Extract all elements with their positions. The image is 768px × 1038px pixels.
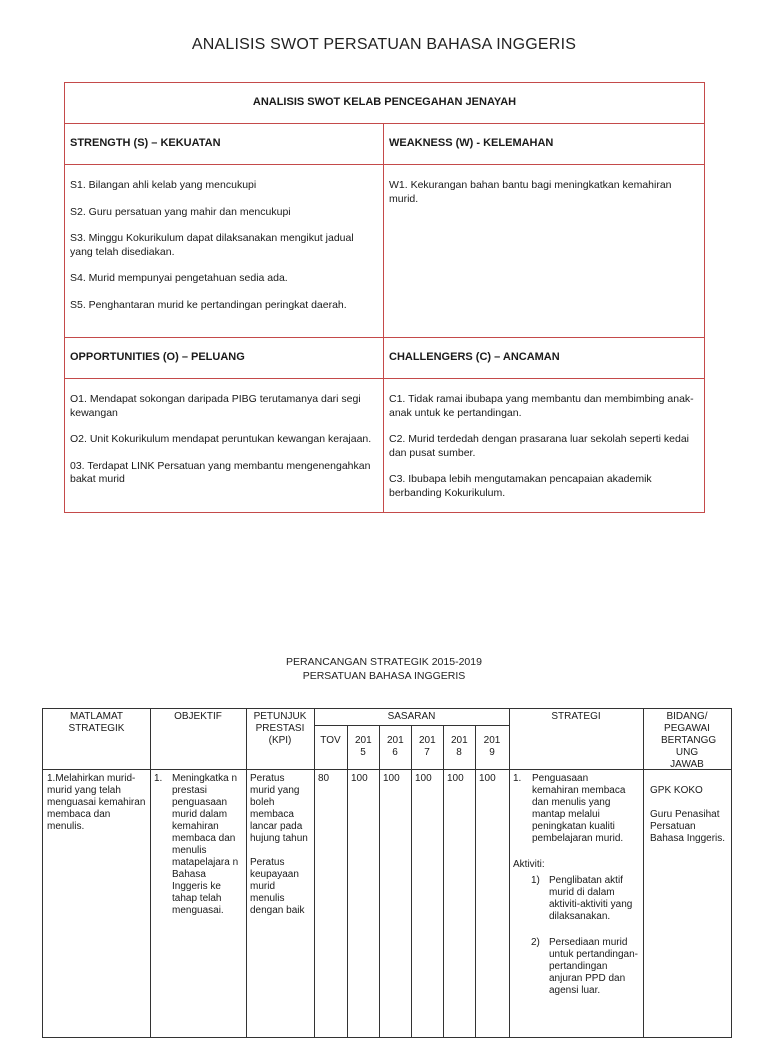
grid-line: [314, 725, 509, 726]
document-title: ANALISIS SWOT PERSATUAN BAHASA INGGERIS: [191, 36, 577, 53]
grid-line: [411, 726, 412, 1037]
grid-line: [443, 726, 444, 1037]
plan-title-line1: PERANCANGAN STRATEGIK 2015-2019: [286, 656, 482, 668]
challenger-item: C3. Ibubapa lebih mengutamakan pencapaian akademik berbanding Kokurikulum.: [389, 473, 652, 499]
year-2018: 201 8: [451, 735, 468, 758]
header-strategi: STRATEGI: [551, 711, 601, 722]
weakness-list: [384, 165, 704, 337]
year-tov: TOV: [320, 735, 341, 746]
swot-sw-body-row: [65, 165, 704, 338]
kpi-cell: [250, 773, 312, 917]
header-matlamat: MATLAMAT STRATEGIK: [68, 711, 125, 734]
weakness-header: WEAKNESS (W) - KELEMAHAN: [389, 137, 554, 149]
swot-heading: ANALISIS SWOT KELAB PENCEGAHAN JENAYAH: [252, 96, 517, 108]
strategi-item: [513, 773, 641, 845]
strength-item: S3. Minggu Kokurikulum dapat dilaksanakan mengikut jadual yang telah disediakan.: [70, 232, 354, 258]
plan-title-line2: PERSATUAN BAHASA INGGERIS: [302, 670, 466, 682]
target-2016: 100: [383, 773, 400, 784]
target-2017: 100: [415, 773, 432, 784]
kpi-item: Peratus murid yang boleh membaca lancar pada hujung tahun: [250, 773, 308, 844]
grid-line: [246, 709, 247, 1037]
objektif-cell: [154, 773, 244, 917]
grid-line: [509, 709, 510, 1037]
aktiviti-label: Aktiviti:: [513, 859, 545, 870]
strength-item: S1. Bilangan ahli kelab yang mencukupi: [70, 179, 257, 191]
opportunity-item: O1. Mendapat sokongan daripada PIBG terutamanya dari segi kewangan: [70, 393, 361, 419]
bidang-item: GPK KOKO: [650, 785, 703, 796]
target-2019: 100: [479, 773, 496, 784]
activity-text: Persediaan murid untuk pertandingan-pertandingan anjuran PPD dan agensi luar.: [549, 937, 638, 996]
bidang-cell: [650, 785, 728, 845]
strength-item: S2. Guru persatuan yang mahir dan mencukupi: [70, 205, 291, 218]
activity-item: [531, 937, 641, 997]
activity-number: 2): [531, 937, 540, 948]
swot-oc-header-row: [65, 338, 704, 379]
header-bidang: BIDANG/ PEGAWAI BERTANGG UNG JAWAB: [661, 711, 717, 770]
target-tov: 80: [318, 773, 330, 784]
swot-oc-body-row: [65, 379, 704, 512]
challenger-item: C1. Tidak ramai ibubapa yang membantu dan membimbing anak-anak untuk ke pertandingan.: [389, 393, 694, 419]
grid-line: [379, 726, 380, 1037]
objektif-item: [154, 773, 244, 917]
plan-title: [0, 655, 768, 683]
year-2016: 201 6: [387, 735, 404, 758]
swot-table: [64, 82, 705, 513]
strategi-number: 1.: [513, 773, 522, 784]
swot-sw-header-row: [65, 124, 704, 165]
challengers-list: [384, 379, 704, 512]
target-2018: 100: [447, 773, 464, 784]
strategi-cell: [513, 773, 641, 997]
grid-line: [314, 709, 315, 1037]
grid-line: [150, 709, 151, 1037]
year-2017: 201 7: [419, 735, 436, 758]
challengers-header: CHALLENGERS (C) – ANCAMAN: [389, 351, 560, 363]
header-objektif: OBJEKTIF: [174, 711, 222, 722]
header-sasaran: SASARAN: [387, 711, 436, 722]
target-2015: 100: [351, 773, 368, 784]
year-2019: 201 9: [483, 735, 501, 758]
strength-item: S5. Penghantaran murid ke pertandingan peringkat daerah.: [70, 298, 347, 311]
year-2015: 201 5: [355, 735, 372, 758]
opportunity-item: 03. Terdapat LINK Persatuan yang membantu mengenengahkan bakat murid: [70, 459, 371, 485]
objektif-text: Meningkatka n prestasi penguasaan murid dalam kemahiran membaca dan menulis matapelajara n Bahasa Inggeris ke tahap telah menguasai.: [172, 773, 239, 916]
activity-number: 1): [531, 875, 540, 886]
strategic-plan-table: [42, 708, 732, 1038]
strength-item: S4. Murid mempunyai pengetahuan sedia ada.: [70, 272, 288, 284]
bidang-item: Guru Penasihat Persatuan Bahasa Inggeris.: [650, 809, 726, 844]
grid-line: [347, 726, 348, 1037]
objektif-number: 1.: [154, 773, 163, 784]
strength-header: STRENGTH (S) – KEKUATAN: [65, 124, 384, 164]
opportunities-list: [65, 379, 384, 512]
header-petunjuk: PETUNJUK PRESTASI (KPI): [253, 711, 307, 746]
grid-line: [43, 769, 731, 770]
kpi-item: Peratus keupayaan murid menulis dengan baik: [250, 857, 305, 916]
opportunity-item: O2. Unit Kokurikulum mendapat peruntukan kewangan kerajaan.: [70, 433, 372, 445]
grid-line: [475, 726, 476, 1037]
weakness-item: W1. Kekurangan bahan bantu bagi meningkatkan kemahiran murid.: [389, 179, 672, 205]
activity-text: Penglibatan aktif murid di dalam aktiviti-aktiviti yang dilaksanakan.: [549, 875, 633, 922]
challenger-item: C2. Murid terdedah dengan prasarana luar sekolah seperti kedai dan pusat sumber.: [389, 433, 690, 459]
swot-heading-row: [65, 83, 704, 124]
strength-list: [65, 165, 384, 337]
opportunities-header: OPPORTUNITIES (O) – PELUANG: [65, 338, 384, 378]
strategi-text: Penguasaan kemahiran membaca dan menulis yang mantap melalui peningkatan kualiti pembelajaran murid.: [532, 773, 626, 844]
matlamat-cell: 1.Melahirkan murid-murid yang telah menguasai kemahiran membaca dan menulis.: [47, 773, 146, 832]
activity-item: [531, 875, 641, 923]
